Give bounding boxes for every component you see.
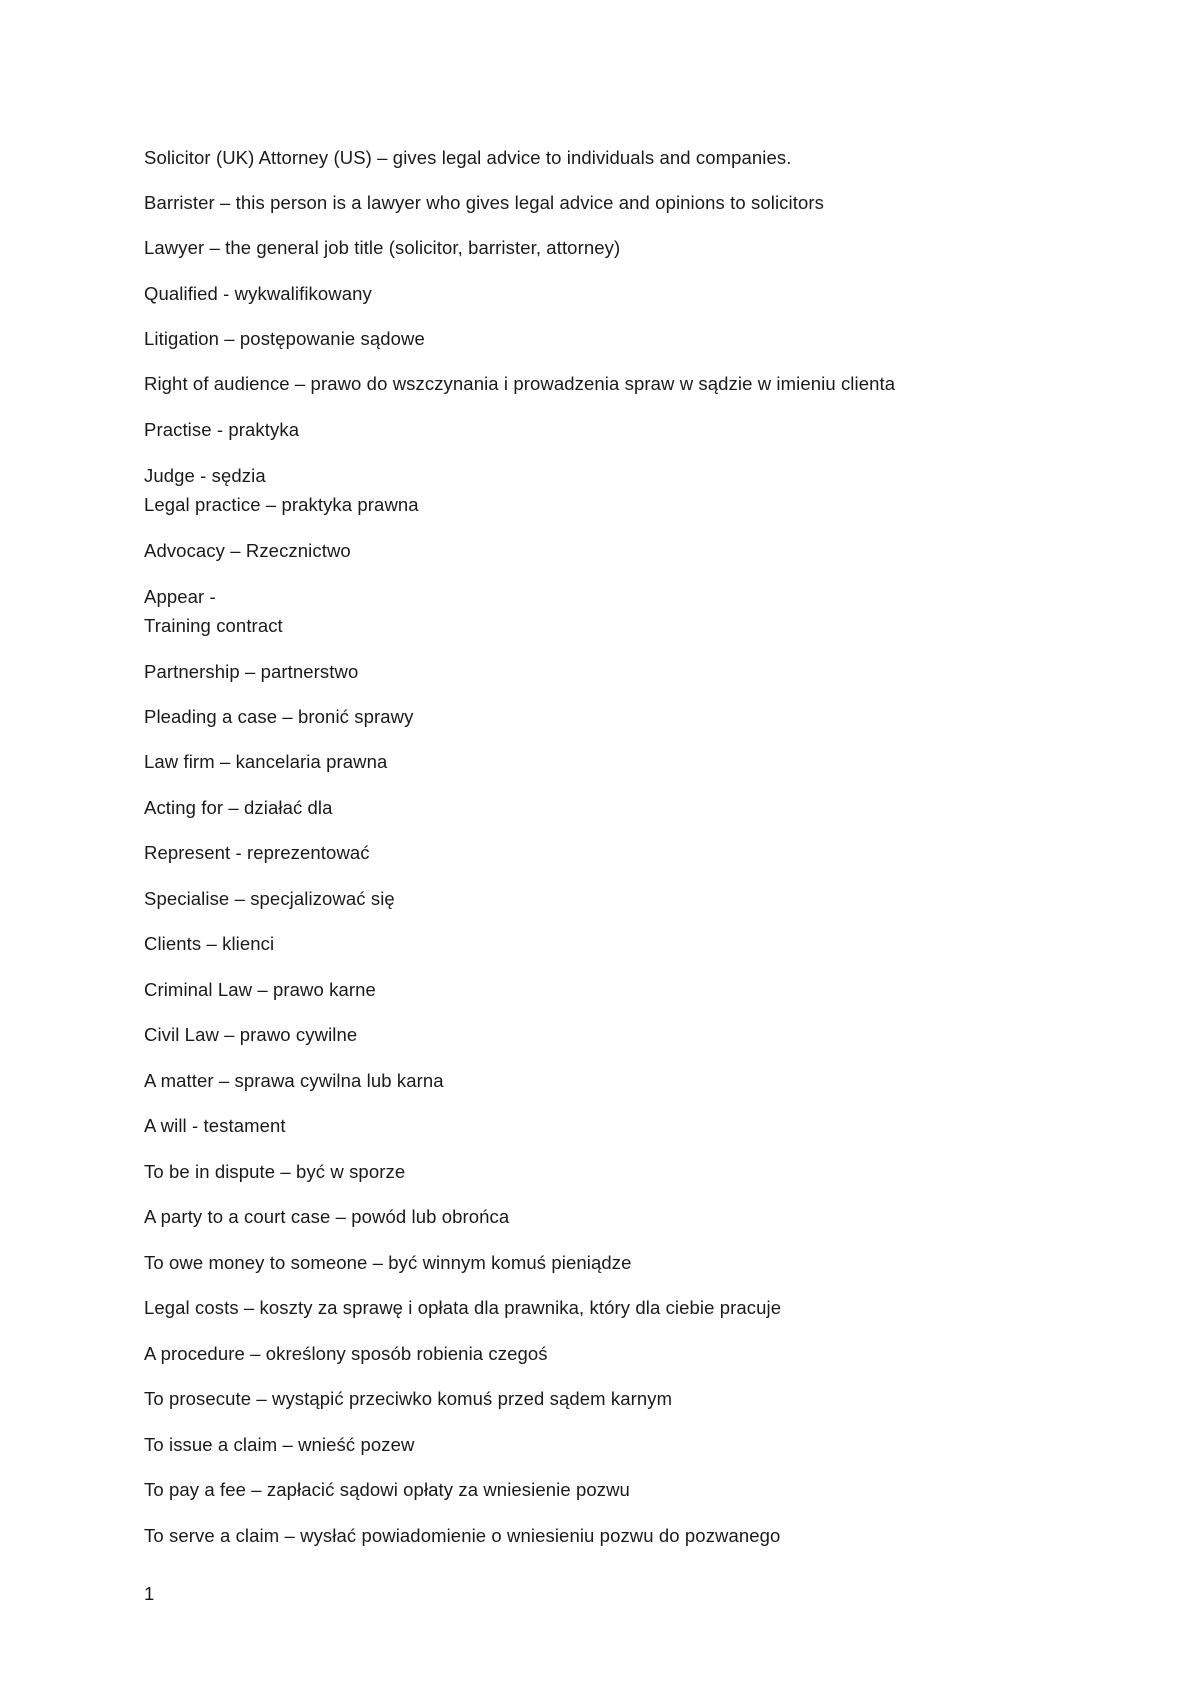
glossary-entry: Judge - sędzia (144, 465, 266, 486)
glossary-entry: Solicitor (UK) Attorney (US) – gives legal advice to individuals and companies. (144, 147, 792, 168)
glossary-entry: Qualified - wykwalifikowany (144, 283, 372, 304)
glossary-entry: Legal practice – praktyka prawna (144, 494, 419, 515)
page-number: 1 (144, 1583, 155, 1604)
glossary-entry: Training contract (144, 615, 283, 636)
glossary-entry: A procedure – określony sposób robienia czegoś (144, 1343, 548, 1364)
glossary-entry: Lawyer – the general job title (solicitor, barrister, attorney) (144, 237, 621, 258)
glossary-entry: Appear - (144, 586, 216, 607)
glossary-entry: Civil Law – prawo cywilne (144, 1024, 358, 1045)
glossary-entry: A party to a court case – powód lub obrońca (144, 1206, 510, 1227)
glossary-entry: Represent - reprezentować (144, 842, 370, 863)
glossary-entry: Practise - praktyka (144, 419, 300, 440)
glossary-entry: To pay a fee – zapłacić sądowi opłaty za wniesienie pozwu (144, 1479, 630, 1500)
glossary-entry: Pleading a case – bronić sprawy (144, 706, 414, 727)
glossary-entry: Litigation – postępowanie sądowe (144, 328, 425, 349)
glossary-entry: To prosecute – wystąpić przeciwko komuś przed sądem karnym (144, 1388, 673, 1409)
glossary-entry: To issue a claim – wnieść pozew (144, 1434, 415, 1455)
glossary-entry: Acting for – działać dla (144, 797, 333, 818)
glossary-entry: To serve a claim – wysłać powiadomienie o wniesieniu pozwu do pozwanego (144, 1525, 781, 1546)
glossary-entry: Barrister – this person is a lawyer who gives legal advice and opinions to solicitors (144, 192, 824, 213)
glossary-entry: A matter – sprawa cywilna lub karna (144, 1070, 444, 1091)
glossary-entry: Advocacy – Rzecznictwo (144, 540, 351, 561)
glossary-entry: To be in dispute – być w sporze (144, 1161, 406, 1182)
glossary-entry: Law firm – kancelaria prawna (144, 751, 388, 772)
glossary-entry: Criminal Law – prawo karne (144, 979, 376, 1000)
glossary-entry: Right of audience – prawo do wszczynania i prowadzenia spraw w sądzie w imieniu clienta (144, 373, 896, 394)
glossary-entry: Clients – klienci (144, 933, 275, 954)
glossary-entry: To owe money to someone – być winnym komuś pieniądze (144, 1252, 632, 1273)
glossary-entry: A will - testament (144, 1115, 286, 1136)
glossary-entry: Partnership – partnerstwo (144, 661, 359, 682)
glossary-entry: Legal costs – koszty za sprawę i opłata dla prawnika, który dla ciebie pracuje (144, 1297, 782, 1318)
glossary-entry: Specialise – specjalizować się (144, 888, 395, 909)
